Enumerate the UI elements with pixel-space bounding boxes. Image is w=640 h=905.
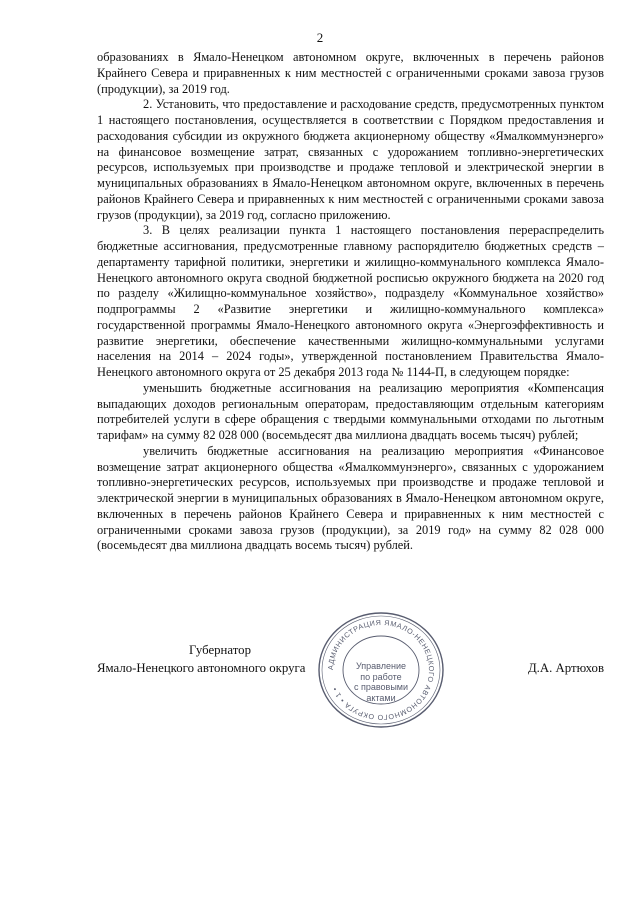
paragraph-continuation: образованиях в Ямало-Ненецком автономном округе, включенных в перечень районов Крайнего Севера и приравненных к ним местностей с ограниченными сроками завоза грузов (продукции), за 2019 год. — [97, 50, 604, 96]
stamp-ring-text: АДМИНИСТРАЦИЯ ЯМАЛО-НЕНЕЦКОГО АВТОНОМНОГО ОКРУГА • 1 • — [325, 617, 437, 723]
stamp-center-line-4: актами — [366, 692, 396, 703]
paragraph-item-2: 2. Установить, что предоставление и расходование средств, предусмотренных пунктом 1 настоящего постановления, осуществляется в соответствии с Порядком предоставления и расходования субсидии из окружного бюджета акционерному обществу «Ямалкоммунэнерго» на финансовое возмещение затрат, связанных с удорожанием топливно-энергетических ресурсов, используемых при производстве и продаже тепловой и электрической энергии в муниципальных образованиях в Ямало-Ненецком автономном округе, включенных в перечень районов Крайнего Севера и приравненных к ним местностей с ограниченными сроками завоза грузов (продукции), за 2019 год, согласно приложению. — [97, 97, 604, 222]
paragraph-increase: увеличить бюджетные ассигнования на реализацию мероприятия «Финансовое возмещение затрат акционерного общества «Ямалкоммунэнерго», связанных с удорожанием топливно-энергетических ресурсов, используемых при производстве и продаже тепловой и электрической энергии в муниципальных образованиях в Ямало-Ненецком автономном округе, включенных в перечень районов Крайнего Севера и приравненных к ним местностей с ограниченными сроками завоза грузов (продукции), за 2019 год» на сумму 82 028 000 (восемьдесят два миллиона двадцать восемь тысяч) рублей. — [97, 443, 604, 553]
stamp-center-line-1: Управление — [355, 661, 407, 671]
stamp-center-line-3: с правовыми — [353, 682, 409, 692]
stamp-center-line-2: по работе — [360, 671, 402, 682]
signatory-title-line-1: Губернатор — [189, 643, 251, 657]
page-number: 2 — [316, 30, 324, 45]
signatory-title-line-2: Ямало-Ненецкого автономного округа — [97, 661, 306, 675]
signatory-name: Д.А. Артюхов — [527, 661, 604, 675]
stamp-center — [316, 661, 446, 703]
official-stamp — [316, 611, 446, 729]
paragraph-decrease: уменьшить бюджетные ассигнования на реализацию мероприятия «Компенсация выпадающих доходов региональным операторам, предоставляющим отдельным категориям потребителей услуги в сфере обращения с твердыми коммунальными отходами по льготным тарифам» на сумму 82 028 000 (восемьдесят два миллиона двадцать восемь тысяч) рублей; — [97, 380, 604, 442]
document-body — [97, 50, 604, 554]
paragraph-item-3: 3. В целях реализации пункта 1 настоящего постановления перераспределить бюджетные ассигнования, предусмотренные главному распорядителю бюджетных средств – департаменту тарифной политики, энергетики и жилищно-коммунального комплекса Ямало-Ненецкого автономного округа сводной бюджетной росписью окружного бюджета на 2020 год по разделу «Жилищно-коммунальное хозяйство», подразделу «Коммунальное хозяйство» подпрограммы 2 «Развитие энергетики и жилищно-коммунального комплекса» государственной программы Ямало-Ненецкого автономного округа «Энергоэффективность и развитие энергетики, обеспечение качественными жилищно-коммунальными услугами населения на 2014 – 2024 годы», утвержденной постановлением Правительства Ямало-Ненецкого автономного округа от 25 декабря 2013 года № 1144-П, в следующем порядке: — [97, 223, 604, 379]
